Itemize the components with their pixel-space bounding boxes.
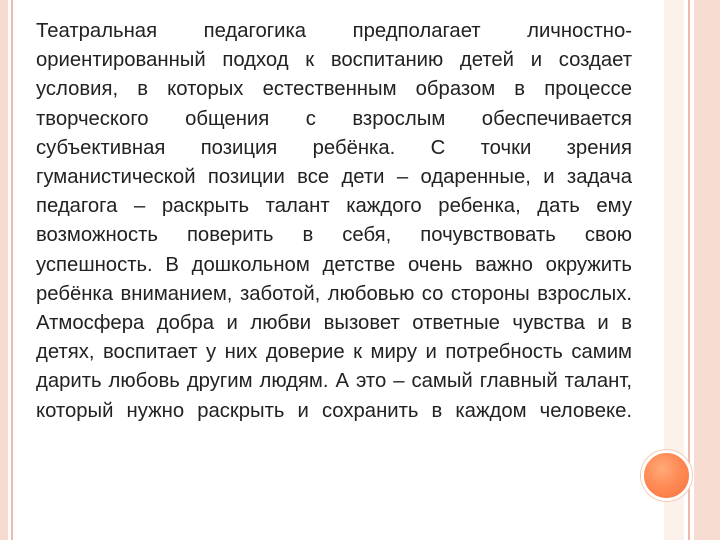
slide-body-text: Театральная педагогика предполагает личностно-ориентированный подход к воспитанию детей и создает условия, в которых естественным образом в процессе творческого общения с взрослым обеспечивается субъективная позиция ребёнка. С точки зрения гуманистической позиции все дети – одаренные, и задача педагога – раскрыть талант каждого ребенка, дать ему возможность поверить в себя, почувствовать свою успешность. В дошкольном детстве очень важно окружить ребёнка вниманием, заботой, любовью со стороны взрослых. Атмосфера добра и любви вызовет ответные чувства и в детях, воспитает у них доверие к миру и потребность самим дарить любовь другим людям. А это – самый главный талант, который нужно раскрыть и сохранить в каждом человеке. [36,20,632,422]
left-border-line [11,0,13,540]
right-border-stripe [694,0,720,540]
left-border-stripe [0,0,8,540]
decorative-circle [641,450,692,501]
right-border-line [688,0,690,540]
